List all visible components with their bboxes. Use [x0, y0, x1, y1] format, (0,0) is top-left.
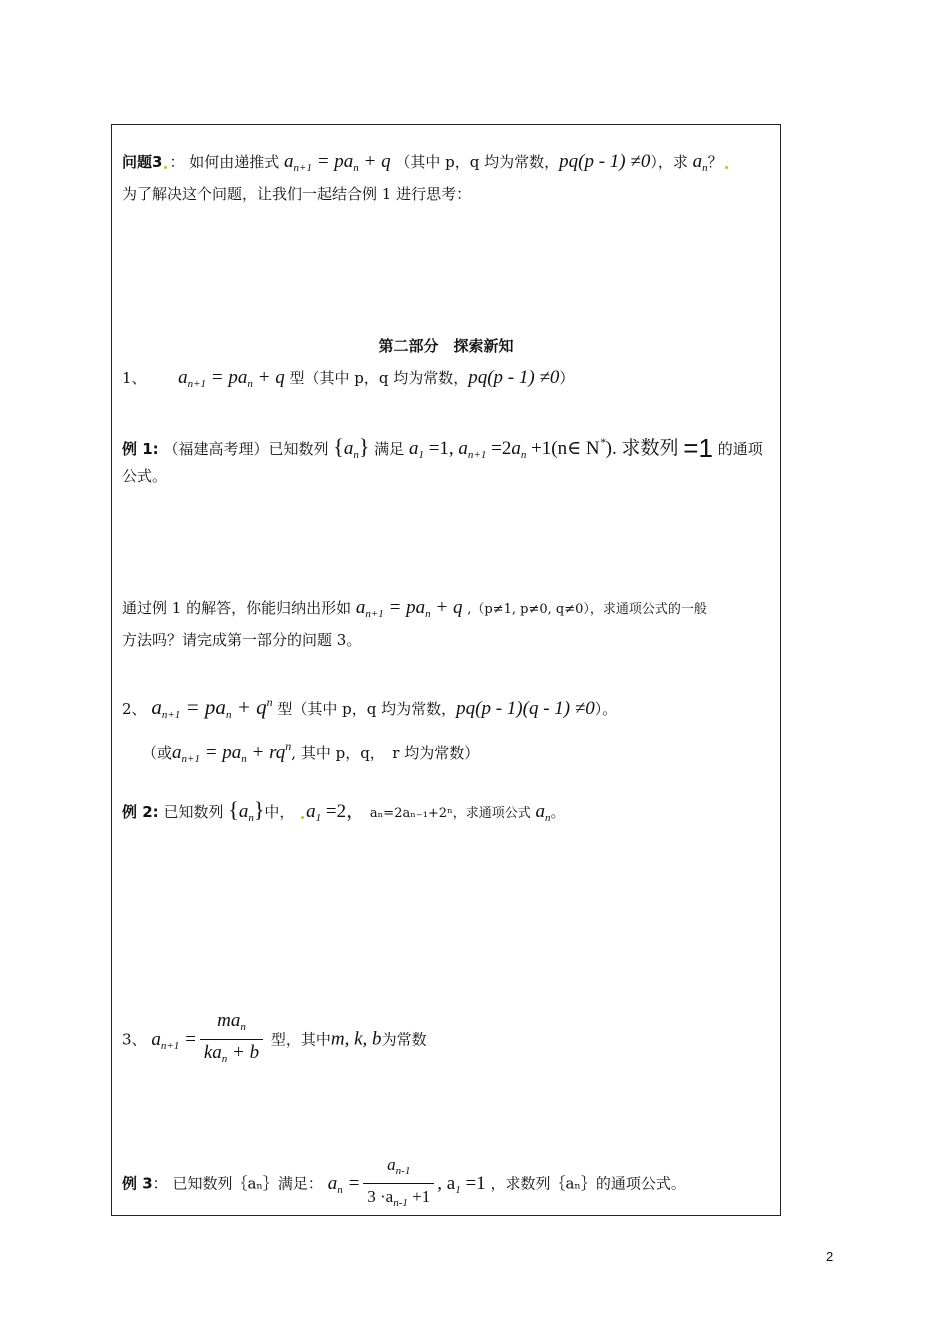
example1-label: 例 1: [122, 440, 159, 458]
type3-line: 3、 $a_{n+1}$ = $\frac{ma_n}{ka_n + b}$ 型，其中m, k, b为常数 [122, 1009, 772, 1072]
example2-line: 例 2: 已知数列 $\{a_n\}$中， $a_1 =2$， aₙ=2aₙ₋₁+2ⁿ，求通项公式 $a_n$。 [122, 797, 566, 824]
type2-alt-line: （或$a_{n+1} = pa_n + rq^n$, 其中 p，q， r 均为常数） [142, 739, 480, 765]
induce-line2: 方法吗？请完成第一部分的问题 3。 [122, 631, 362, 649]
problem3-text: 如何由递推式 [189, 153, 280, 171]
page-number: 2 [826, 1249, 834, 1264]
type2-formula: $a_{n+1} = pa_n + q^n$ [151, 695, 273, 721]
example1-line1: 例 1: （福建高考理）已知数列 $\{a_n\}$ 满足 $a_1 =1$, $a_{n+1} =2a_n$ +1(n∈ N*). 求数列 =1 的通项 [122, 433, 763, 463]
example3-fraction: $\frac{a_{n-1}}{3 \cdot a_{n-1} +1}$ [363, 1153, 434, 1216]
example1-formula: $a_1 =1$, $a_{n+1} =2a_n$ +1(n∈ N*). 求数列 [408, 435, 679, 461]
content-frame [111, 124, 781, 1216]
problem3-line2: 为了解决这个问题，让我们一起结合例 1 进行思考： [122, 185, 472, 203]
example3-line: 例 3： 已知数列｛aₙ｝满足： $a_n$ = $\frac{a_{n-1}}{3 \cdot a_{n-1} +1}$ , $a_1 =1$ ，求数列｛aₙ｝的通项公式。 [122, 1153, 772, 1216]
example2-label: 例 2: [122, 803, 159, 821]
type1-formula: $a_{n+1} = pa_n + q$ [178, 367, 285, 390]
section-title: 第二部分 探索新知 [378, 337, 514, 355]
type3-fraction: $\frac{ma_n}{ka_n + b}$ [200, 1009, 263, 1072]
problem3-label: 问题3 [122, 153, 163, 171]
example3-label: 例 3 [122, 1174, 153, 1193]
example1-line2: 公式。 [122, 467, 168, 485]
problem3-line1: 问题3 ： 如何由递推式 $a_{n+1} = pa_n + q$ （其中 p，q 均为常数，pq(p - 1) ≠0），求 $a_n$？ [122, 151, 772, 179]
condition-formula: pq(p - 1) ≠0 [559, 151, 651, 172]
induce-line1: 通过例 1 的解答，你能归纳出形如 $a_{n+1} = pa_n + q$ ,（p≠1, p≠0, q≠0），求通项公式的一般 [122, 597, 707, 620]
recurrence-formula: $a_{n+1} = pa_n + q$ [284, 151, 391, 174]
type1-line: 1、 $a_{n+1} = pa_n + q$ 型（其中 p，q 均为常数，pq(p - 1) ≠0） [122, 367, 575, 390]
type2-line: 2、 $a_{n+1} = pa_n + q^n$ 型（其中 p，q 均为常数，pq(p - 1)(q - 1) ≠0）。 [122, 695, 618, 721]
